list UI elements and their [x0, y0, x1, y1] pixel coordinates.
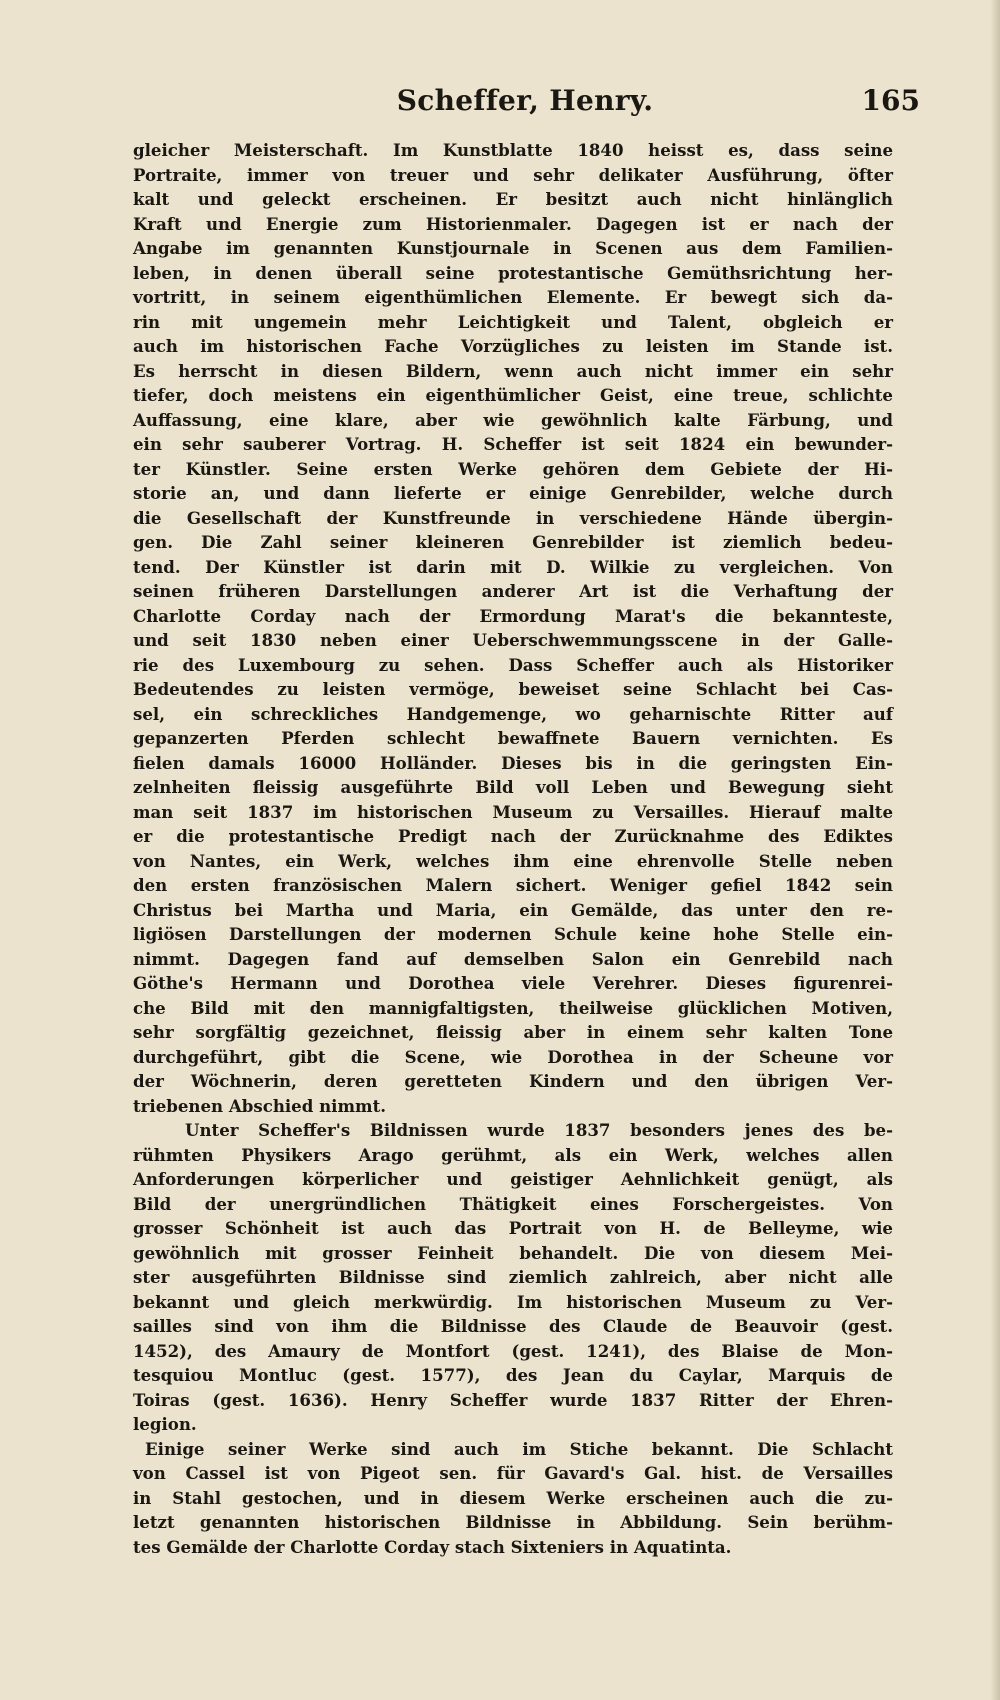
- text-line: er die protestantische Predigt nach der Zurücknahme des Ediktes: [133, 826, 893, 846]
- text-line: seinen früheren Darstellungen anderer Art ist die Verhaftung der: [133, 581, 893, 601]
- text-line: Charlotte Corday nach der Ermordung Marat's die bekannteste,: [133, 605, 893, 626]
- text-line: rie des Luxembourg zu sehen. Dass Scheffer auch als Historiker: [133, 654, 893, 675]
- text-line: gewöhnlich mit grosser Feinheit behandelt. Die von diesem Mei-: [133, 1242, 893, 1263]
- text-line: tesquiou Montluc (gest. 1577), des Jean du Caylar, Marquis de: [133, 1365, 893, 1385]
- text-line: Christus bei Martha und Maria, ein Gemälde, das unter den re-: [133, 899, 893, 920]
- text-line: Toiras (gest. 1636). Henry Scheffer wurde 1837 Ritter der Ehren-: [133, 1389, 893, 1410]
- text-line: nimmt. Dagegen fand auf demselben Salon ein Genrebild nach: [133, 948, 893, 969]
- text-line: storie an, und dann lieferte er einige Genrebilder, welche durch: [133, 483, 893, 503]
- text-line: legion.: [133, 1414, 197, 1434]
- text-line: Göthe's Hermann und Dorothea viele Verehrer. Dieses figurenrei-: [133, 973, 893, 993]
- text-line: Auffassung, eine klare, aber wie gewöhnlich kalte Färbung, und: [133, 409, 893, 430]
- text-line: in Stahl gestochen, und in diesem Werke erscheinen auch die zu-: [133, 1487, 893, 1508]
- header-title: Scheffer, Henry.: [396, 84, 654, 117]
- text-line: zelnheiten fleissig ausgeführte Bild voll Leben und Bewegung sieht: [133, 777, 893, 797]
- text-line: sailles sind von ihm die Bildnisse des Claude de Beauvoir (gest.: [133, 1316, 893, 1336]
- text-line: von Cassel ist von Pigeot sen. für Gavard's Gal. hist. de Versailles: [133, 1463, 893, 1483]
- running-header: [130, 84, 920, 124]
- text-line: sel, ein schreckliches Handgemenge, wo geharnischte Ritter auf: [133, 703, 893, 724]
- text-line: sehr sorgfältig gezeichnet, fleissig aber in einem sehr kalten Tone: [133, 1022, 893, 1042]
- text-line: tes Gemälde der Charlotte Corday stach Sixteniers in Aquatinta.: [133, 1536, 732, 1557]
- text-line: Bedeutendes zu leisten vermöge, beweiset seine Schlacht bei Cas-: [133, 679, 893, 699]
- text-line: ster ausgeführten Bildnisse sind ziemlich zahlreich, aber nicht alle: [133, 1267, 893, 1287]
- text-line: der Wöchnerin, deren geretteten Kindern und den übrigen Ver-: [133, 1071, 893, 1091]
- text-line: man seit 1837 im historischen Museum zu Versailles. Hierauf malte: [133, 801, 893, 822]
- text-line: rin mit ungemein mehr Leichtigkeit und Talent, obgleich er: [133, 311, 893, 332]
- text-line: tend. Der Künstler ist darin mit D. Wilkie zu vergleichen. Von: [133, 556, 893, 577]
- text-line: Einige seiner Werke sind auch im Stiche bekannt. Die Schlacht: [145, 1438, 893, 1459]
- text-line: gleicher Meisterschaft. Im Kunstblatte 1840 heisst es, dass seine: [133, 140, 893, 160]
- text-line: ter Künstler. Seine ersten Werke gehören dem Gebiete der Hi-: [133, 458, 893, 479]
- text-line: von Nantes, ein Werk, welches ihm eine ehrenvolle Stelle neben: [133, 850, 893, 871]
- page-edge-shadow: [990, 0, 1000, 1700]
- text-line: vortritt, in seinem eigenthümlichen Elemente. Er bewegt sich da-: [133, 287, 893, 307]
- text-line: gepanzerten Pferden schlecht bewaffnete Bauern vernichten. Es: [133, 728, 893, 748]
- paragraph-3: [133, 1437, 893, 1560]
- text-line: die Gesellschaft der Kunstfreunde in verschiedene Hände übergin-: [133, 507, 893, 528]
- text-line: auch im historischen Fache Vorzügliches zu leisten im Stande ist.: [133, 336, 893, 356]
- text-line: Anforderungen körperlicher und geistiger Aehnlichkeit genügt, als: [133, 1169, 893, 1189]
- text-line: bekannt und gleich merkwürdig. Im historischen Museum zu Ver-: [133, 1291, 893, 1312]
- text-line: tiefer, doch meistens ein eigenthümlicher Geist, eine treue, schlichte: [133, 385, 893, 405]
- text-line: Kraft und Energie zum Historienmaler. Dagegen ist er nach der: [133, 213, 893, 234]
- text-line: kalt und geleckt erscheinen. Er besitzt auch nicht hinlänglich: [133, 189, 893, 209]
- text-line: triebenen Abschied nimmt.: [133, 1095, 387, 1116]
- paragraph-1: [133, 138, 893, 1118]
- text-line: ein sehr sauberer Vortrag. H. Scheffer ist seit 1824 ein bewunder-: [133, 434, 893, 454]
- text-line: rühmten Physikers Arago gerühmt, als ein Werk, welches allen: [133, 1144, 893, 1165]
- text-line: letzt genannten historischen Bildnisse in Abbildung. Sein berühm-: [133, 1512, 893, 1532]
- text-line: den ersten französischen Malern sichert. Weniger gefiel 1842 sein: [133, 875, 893, 895]
- text-line: Bild der unergründlichen Thätigkeit eines Forschergeistes. Von: [133, 1193, 893, 1214]
- text-line: ligiösen Darstellungen der modernen Schule keine hohe Stelle ein-: [133, 924, 893, 944]
- text-line: leben, in denen überall seine protestantische Gemüthsrichtung her-: [133, 262, 893, 283]
- text-line: fielen damals 16000 Holländer. Dieses bis in die geringsten Ein-: [133, 752, 893, 773]
- text-line: Unter Scheffer's Bildnissen wurde 1837 besonders jenes des be-: [185, 1120, 893, 1140]
- text-line: grosser Schönheit ist auch das Portrait von H. de Belleyme, wie: [133, 1218, 893, 1238]
- text-line: che Bild mit den mannigfaltigsten, theilweise glücklichen Motiven,: [133, 997, 893, 1018]
- text-line: Portraite, immer von treuer und sehr delikater Ausführung, öfter: [133, 164, 893, 185]
- paragraph-2: [133, 1118, 893, 1437]
- text-line: und seit 1830 neben einer Ueberschwemmungsscene in der Galle-: [133, 630, 893, 650]
- text-line: durchgeführt, gibt die Scene, wie Dorothea in der Scheune vor: [133, 1046, 893, 1067]
- text-line: Es herrscht in diesen Bildern, wenn auch nicht immer ein sehr: [133, 360, 893, 381]
- article-body: [133, 138, 893, 1559]
- text-line: Angabe im genannten Kunstjournale in Scenen aus dem Familien-: [133, 238, 893, 258]
- text-line: 1452), des Amaury de Montfort (gest. 1241), des Blaise de Mon-: [133, 1340, 893, 1361]
- text-line: gen. Die Zahl seiner kleineren Genrebilder ist ziemlich bedeu-: [133, 532, 893, 552]
- page-number: 165: [861, 84, 920, 117]
